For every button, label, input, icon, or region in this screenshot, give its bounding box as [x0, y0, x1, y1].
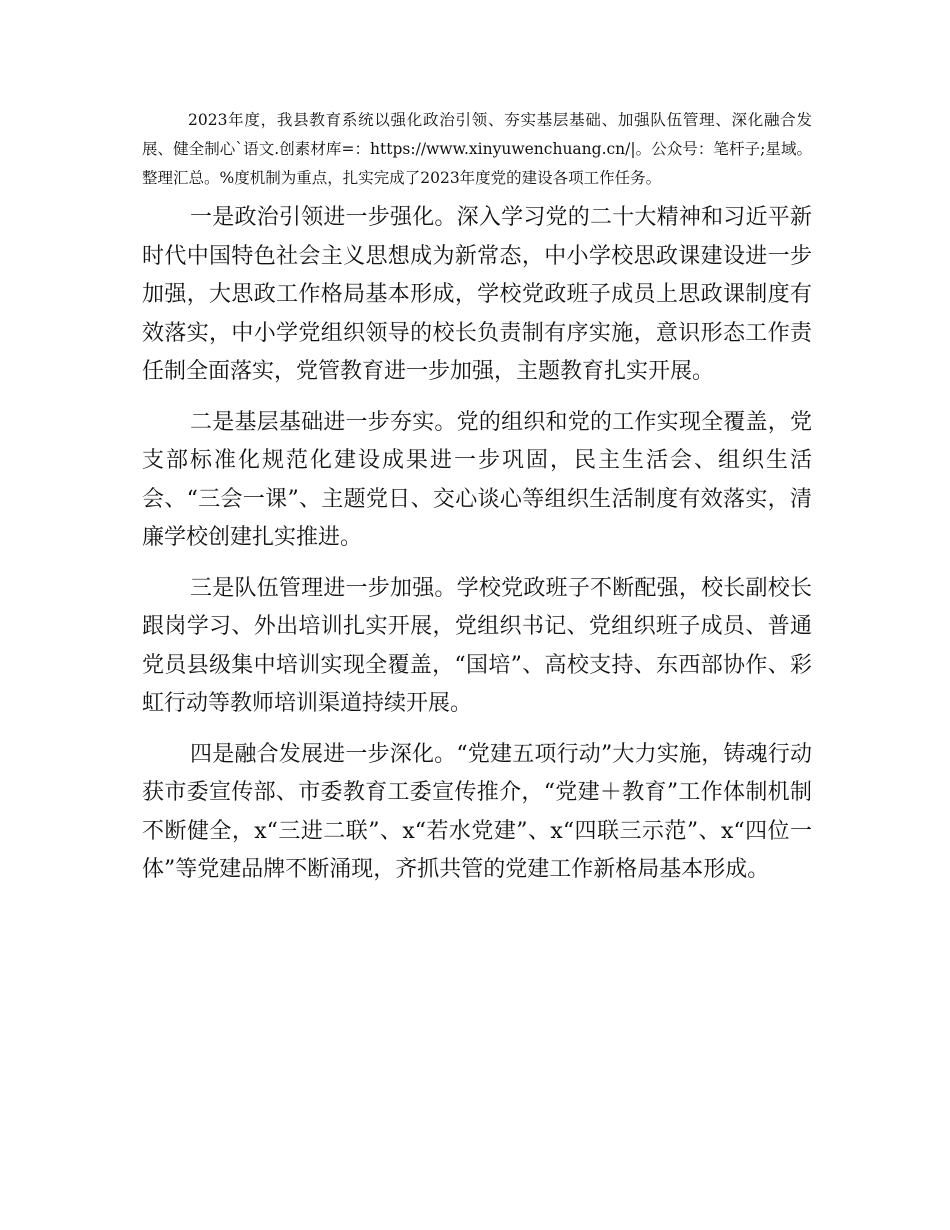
- section-lead: 一是政治引领进一步强化。: [190, 205, 457, 230]
- section-body: 深入学习党的二十大精神和习近平新时代中国特色社会主义思想成为新常态，中小学校思政课建设进一步加强，大思政工作格局基本形成，学校党政班子成员上思政课制度有效落实，中小学党组织领导的校长负责制有序实施，意识形态工作责任制全面落实，党管教育进一步加强，主题教育扎实开展。: [142, 205, 812, 384]
- section-lead: 四是融合发展进一步深化。: [190, 741, 457, 767]
- section-paragraph-integrated-development: [142, 736, 812, 890]
- document-body: [142, 106, 812, 902]
- section-body: 学校党政班子不断配强，校长副校长跟岗学习、外出培训扎实开展，党组织书记、党组织班子成员、普通党员县级集中培训实现全覆盖，“国培”、高校支持、东西部协作、彩虹行动等教师培训渠道持续开展。: [142, 575, 812, 716]
- section-paragraph-team-management: [142, 570, 812, 724]
- section-paragraph-grassroots-foundation: [142, 404, 812, 558]
- section-body: 党的组织和党的工作实现全覆盖，党支部标准化规范化建设成果进一步巩固，民主生活会、组织生活会、“三会一课”、主题党日、交心谈心等组织生活制度有效落实，清廉学校创建扎实推进。: [142, 409, 812, 550]
- section-lead: 三是队伍管理进一步加强。: [190, 575, 457, 601]
- section-body: “党建五项行动”大力实施，铸魂行动获市委宣传部、市委教育工委宣传推介，“党建＋教育”工作体制机制不断健全，x“三进二联”、x“若水党建”、x“四联三示范”、x“四位一体”等党建品牌不断涌现，齐抓共管的党建工作新格局基本形成。: [142, 741, 812, 882]
- section-paragraph-political-leadership: [142, 199, 812, 392]
- section-lead: 二是基层基础进一步夯实。: [190, 409, 457, 435]
- intro-paragraph: 2023年度，我县教育系统以强化政治引领、夯实基层基础、加强队伍管理、深化融合发展、健全制心`语文.创素材库=：https://www.xinyuwenchuang.cn/|。公众号：笔杆子;星域。整理汇总。%度机制为重点，扎实完成了2023年度党的建设各项工作任务。: [142, 111, 812, 187]
